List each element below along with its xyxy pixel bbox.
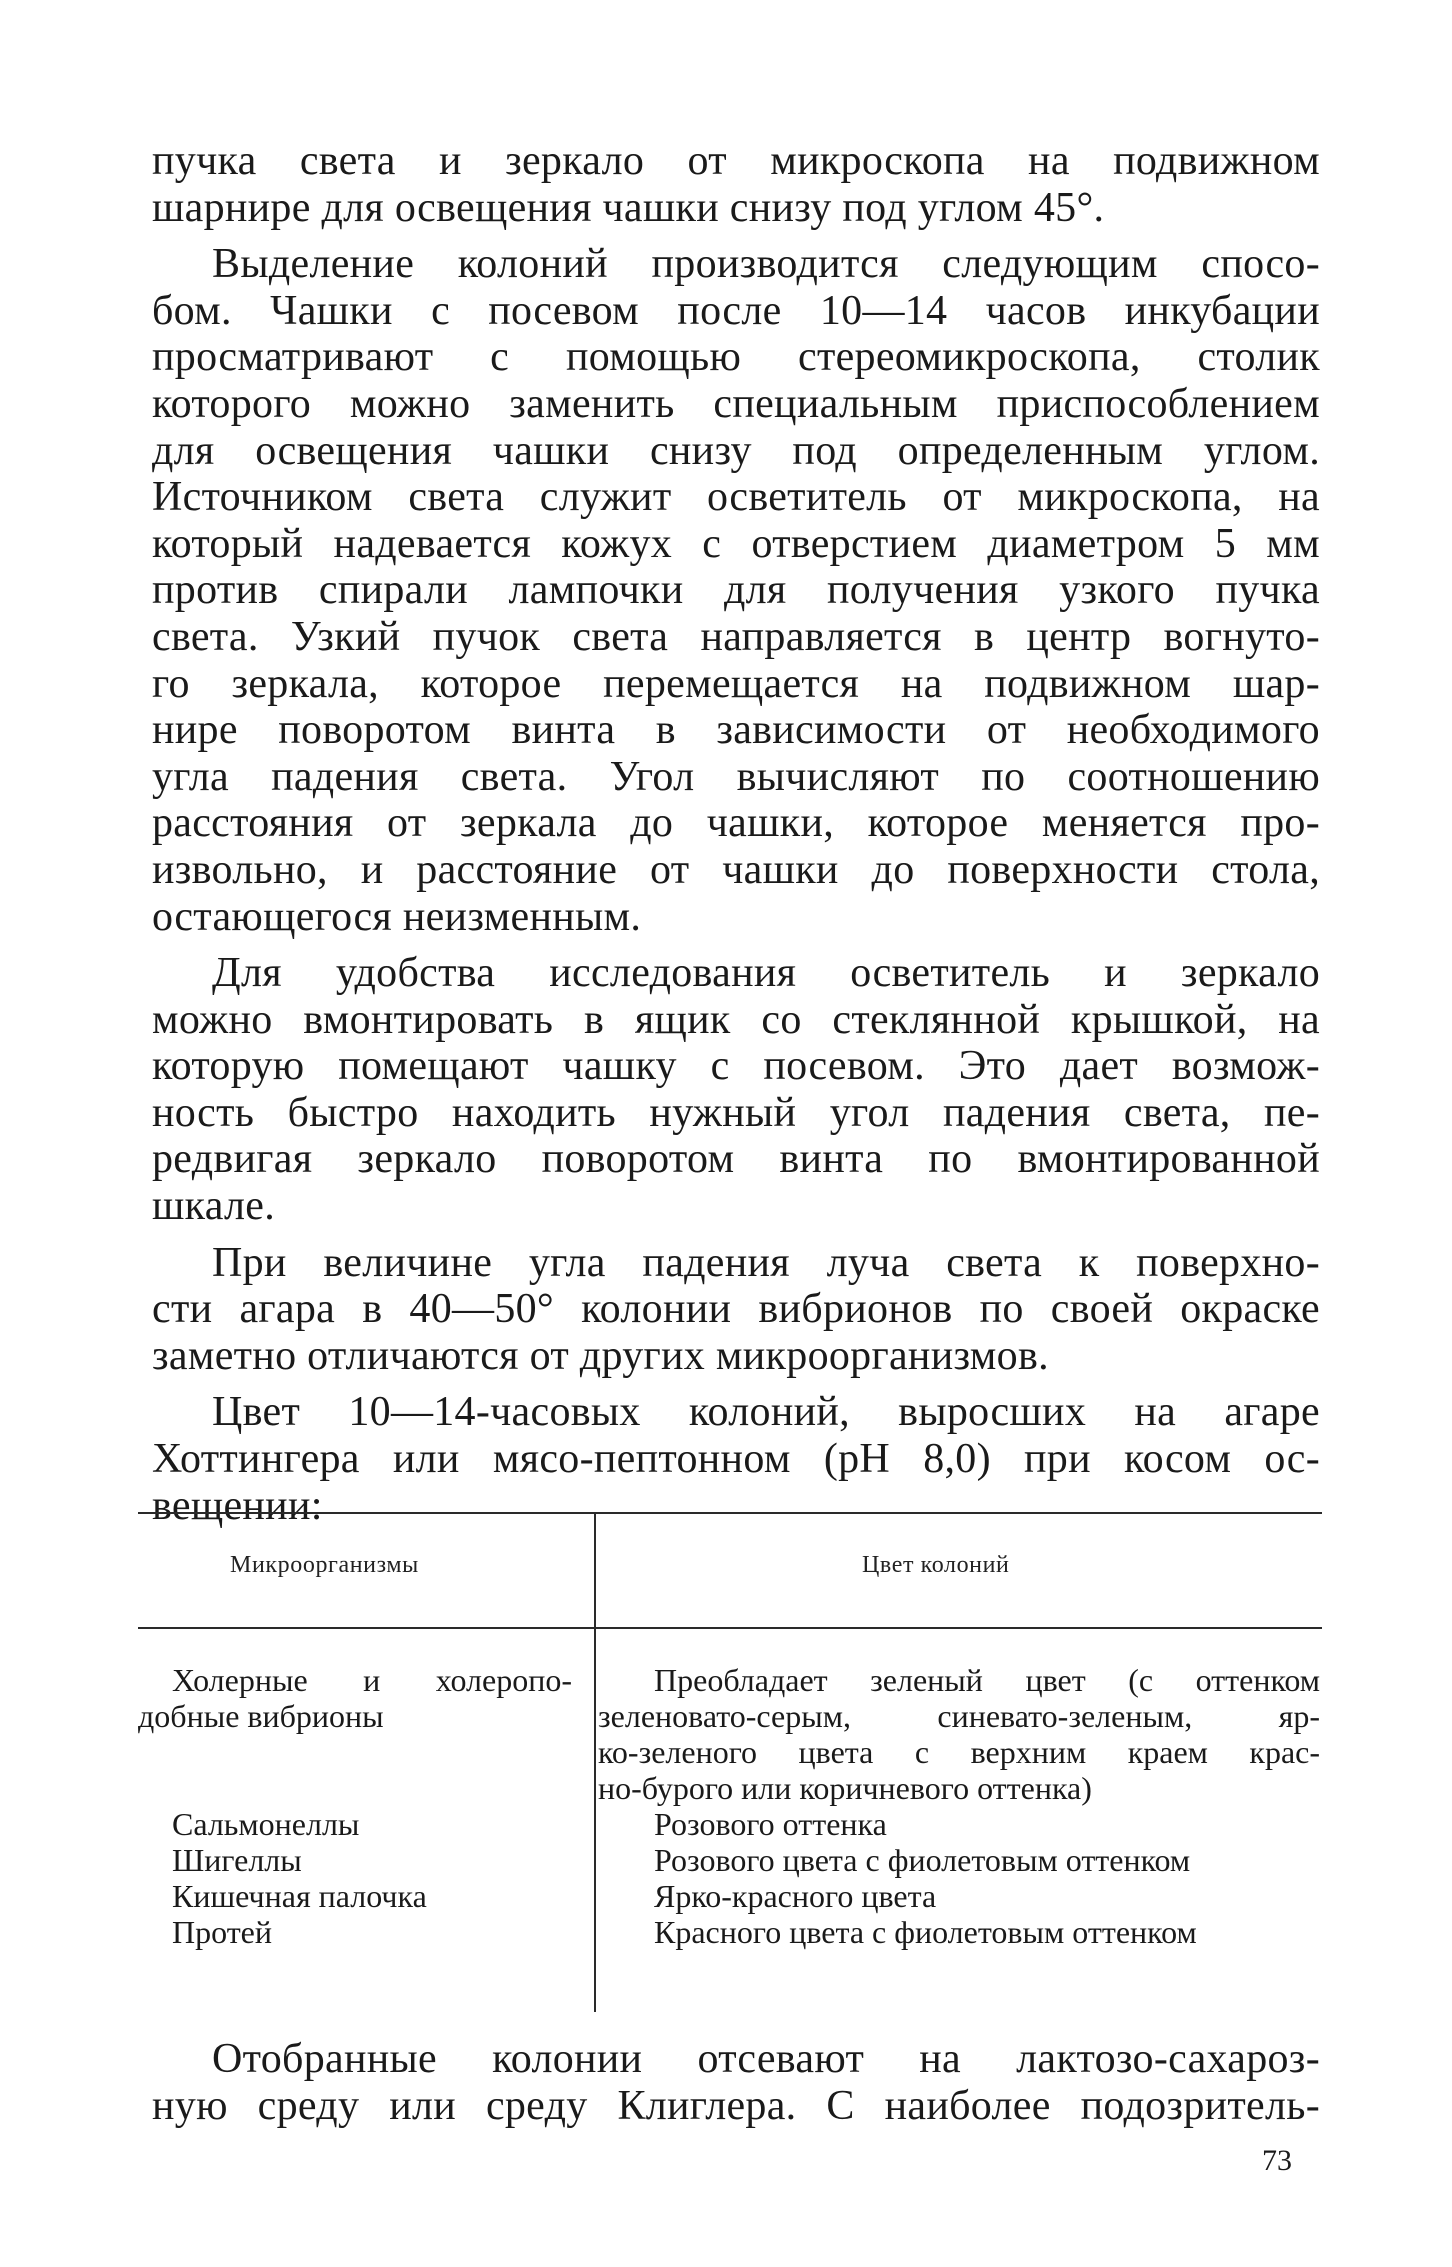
paragraph-5 <box>152 1389 1320 1529</box>
text-line: бом. Чашки с посевом после 10—14 часов инкубации <box>152 287 1320 334</box>
table-cell-color <box>654 1806 887 1842</box>
cell-line: Кишечная палочка <box>172 1878 427 1914</box>
table-cell-color <box>598 1662 1320 1806</box>
cell-line: ко-зеленого цвета с верхним краем крас- <box>598 1734 1320 1770</box>
page-number: 73 <box>1262 2144 1292 2177</box>
table-cell-color <box>654 1914 1197 1950</box>
text-line: Цвет 10—14-часовых колоний, выросших на агаре <box>212 1389 1320 1436</box>
text-line: угла падения света. Угол вычисляют по соотношению <box>152 753 1320 800</box>
text-line: остающегося неизменным. <box>152 893 642 940</box>
page-body <box>152 138 1320 1529</box>
cell-line: Преобладает зеленый цвет (с оттенком <box>654 1662 1320 1698</box>
cell-line: добные вибрионы <box>138 1698 384 1734</box>
cell-line: Шигеллы <box>172 1842 302 1878</box>
text-line: против спирали лампочки для получения узкого пучка <box>152 567 1320 614</box>
table-cell-organism <box>172 1914 272 1950</box>
text-line: При величине угла падения луча света к поверхно- <box>212 1239 1320 1286</box>
cell-line: зеленовато-серым, синевато-зеленым, яр- <box>598 1698 1320 1734</box>
table-header-colony-color: Цвет колоний <box>862 1552 1010 1578</box>
text-line: Источником света служит осветитель от микроскопа, на <box>152 474 1320 521</box>
text-line: можно вмонтировать в ящик со стеклянной крышкой, на <box>152 996 1320 1043</box>
colony-color-table <box>138 1512 1322 2012</box>
text-line: просматривают с помощью стереомикроскопа, столик <box>152 334 1320 381</box>
text-line: шкале. <box>152 1183 276 1230</box>
text-line: извольно, и расстояние от чашки до поверхности стола, <box>152 846 1320 893</box>
text-line: которую помещают чашку с посевом. Это дает возмож- <box>152 1043 1320 1090</box>
table-top-rule <box>138 1512 1322 1514</box>
cell-line: Протей <box>172 1914 272 1950</box>
cell-line: Розового оттенка <box>654 1806 887 1842</box>
text-line: вещении: <box>152 1482 323 1529</box>
table-cell-color <box>654 1842 1190 1878</box>
table-cell-organism <box>138 1662 572 1734</box>
closing-block <box>152 2036 1320 2129</box>
cell-line: но-бурого или коричневого оттенка) <box>598 1770 1092 1806</box>
text-line: Для удобства исследования осветитель и зеркало <box>212 950 1320 997</box>
text-line: Выделение колоний производится следующим спосо- <box>212 241 1320 288</box>
text-line: Отобранные колонии отсевают на лактозо-сахароз- <box>212 2036 1320 2082</box>
table-cell-organism <box>172 1806 359 1842</box>
cell-line: Ярко-красного цвета <box>654 1878 937 1914</box>
text-line: расстояния от зеркала до чашки, которое меняется про- <box>152 800 1320 847</box>
text-line: пучка света и зеркало от микроскопа на подвижном <box>152 138 1320 184</box>
text-line: го зеркала, которое перемещается на подвижном шар- <box>152 660 1320 707</box>
table-body-divider <box>594 1627 596 2012</box>
paragraph-2 <box>152 241 1320 940</box>
table-cell-organism <box>172 1878 427 1914</box>
table-header-organisms: Микроорганизмы <box>230 1552 419 1578</box>
paragraph-closing <box>152 2036 1320 2129</box>
text-line: который надевается кожух с отверстием диаметром 5 мм <box>152 520 1320 567</box>
paragraph-3 <box>152 950 1320 1230</box>
table-header-divider <box>594 1512 596 1627</box>
table-header-rule <box>138 1627 1322 1629</box>
cell-line: Розового цвета с фиолетовым оттенком <box>654 1842 1191 1878</box>
text-line: которого можно заменить специальным приспособлением <box>152 380 1320 427</box>
table-cell-color <box>654 1878 936 1914</box>
cell-line: Сальмонеллы <box>172 1806 360 1842</box>
text-line: ную среду или среду Клиглера. С наиболее подозритель- <box>152 2082 1320 2129</box>
text-line: ность быстро находить нужный угол падения света, пе- <box>152 1089 1320 1136</box>
paragraph-1 <box>152 138 1320 231</box>
text-line: заметно отличаются от других микроорганизмов. <box>152 1332 1049 1379</box>
text-line: света. Узкий пучок света направляется в центр вогнуто- <box>152 613 1320 660</box>
table-cell-organism <box>172 1842 302 1878</box>
cell-line: Холерные и холеропо- <box>172 1662 572 1698</box>
text-line: нире поворотом винта в зависимости от необходимого <box>152 707 1320 754</box>
paragraph-4 <box>152 1240 1320 1380</box>
cell-line: Красного цвета с фиолетовым оттенком <box>654 1914 1197 1950</box>
text-line: сти агара в 40—50° колонии вибрионов по своей окраске <box>152 1286 1320 1333</box>
text-line: редвигая зеркало поворотом винта по вмонтированной <box>152 1136 1320 1183</box>
text-line: шарнире для освещения чашки снизу под углом 45°. <box>152 184 1105 231</box>
text-line: Хоттингера или мясо-пептонном (рН 8,0) при косом ос- <box>152 1436 1320 1483</box>
text-line: для освещения чашки снизу под определенным углом. <box>152 427 1320 474</box>
